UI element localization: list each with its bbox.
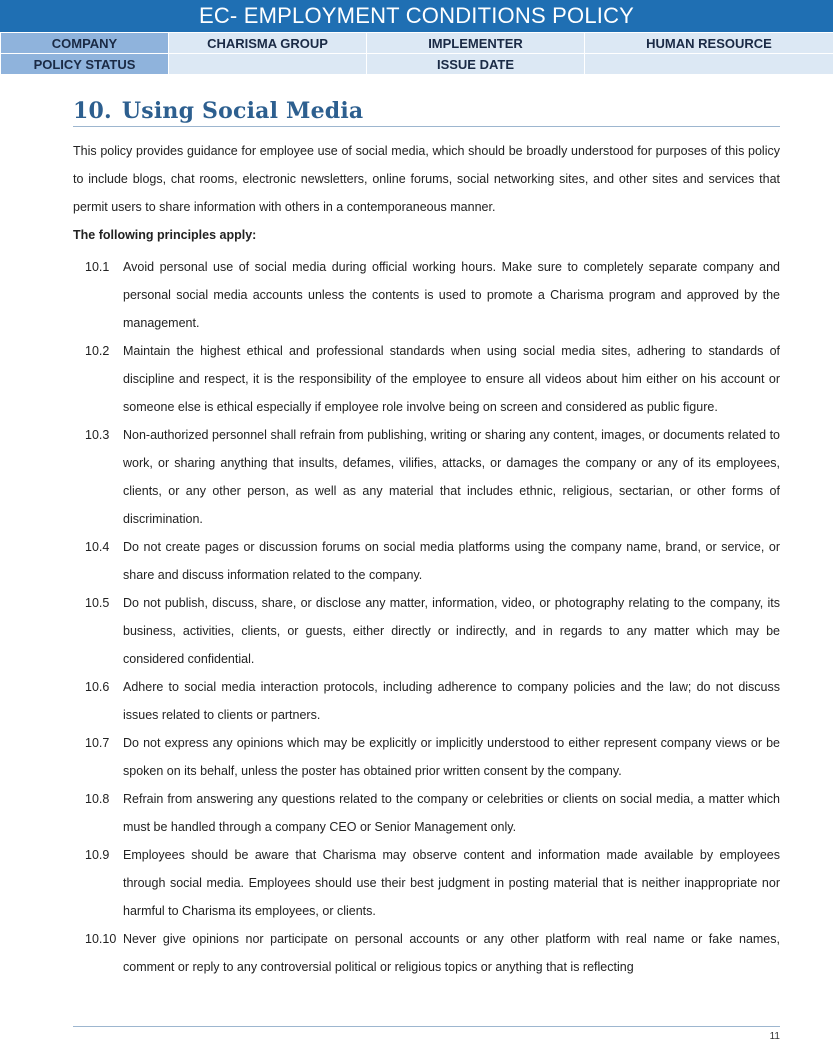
policy-item <box>73 785 780 841</box>
document-body <box>73 98 780 981</box>
item-text: Do not express any opinions which may be explicitly or implicitly understood to either represent company views or be spoken on its behalf, unless the poster has obtained prior written consent by the company. <box>123 736 780 778</box>
issue-date-label: ISSUE DATE <box>367 54 585 75</box>
item-number: 10.3 <box>85 428 110 442</box>
item-number: 10.8 <box>85 792 110 806</box>
page-number: 11 <box>769 1031 780 1042</box>
policy-status-label: POLICY STATUS <box>1 54 169 75</box>
item-text: Never give opinions nor participate on personal accounts or any other platform with real name or fake names, comment or reply to any controversial political or religious topics or anything that is reflecting <box>123 932 780 974</box>
item-number: 10.6 <box>85 680 110 694</box>
item-text: Non-authorized personnel shall refrain from publishing, writing or sharing any content, images, or documents related to work, or sharing anything that insults, defames, vilifies, attacks, or damages the company or any of its employees, clients, or any other person, as well as any material that includes ethnic, religious, sectarian, or other forms of discrimination. <box>123 428 780 526</box>
company-value: CHARISMA GROUP <box>169 33 367 54</box>
item-number: 10.9 <box>85 848 110 862</box>
item-text: Adhere to social media interaction protocols, including adherence to company policies and the law; do not discuss issues related to clients or partners. <box>123 680 780 722</box>
policy-title: EC- EMPLOYMENT CONDITIONS POLICY <box>0 0 833 32</box>
policy-item <box>73 841 780 925</box>
item-text: Maintain the highest ethical and professional standards when using social media sites, adhering to standards of discipline and respect, it is the responsibility of the employee to ensure all videos about him either on his account or someone else is ethical especially if employee role involve being on screen and considered as public figure. <box>123 344 780 414</box>
policy-status-value <box>169 54 367 75</box>
policy-item <box>73 253 780 337</box>
policy-item <box>73 421 780 533</box>
document-header <box>0 0 833 75</box>
item-text: Do not create pages or discussion forums on social media platforms using the company name, brand, or service, or share and discuss information related to the company. <box>123 540 780 582</box>
policy-item <box>73 337 780 421</box>
item-number: 10.1 <box>85 260 110 274</box>
issue-date-value <box>585 54 833 75</box>
principles-heading: The following principles apply: <box>73 228 257 242</box>
section-title: Using Social Media <box>121 98 364 124</box>
intro-paragraph: This policy provides guidance for employee use of social media, which should be broadly understood for purposes of this policy to include blogs, chat rooms, electronic newsletters, online forums, social networking sites, and other sites and services that permit users to share information with others in a contemporaneous manner. <box>73 144 780 214</box>
implementer-label: IMPLEMENTER <box>367 33 585 54</box>
section-heading <box>73 98 780 127</box>
page-footer <box>73 1026 780 1042</box>
item-number: 10.4 <box>85 540 110 554</box>
section-number: 10. <box>73 98 112 124</box>
item-text: Refrain from answering any questions related to the company or celebrities or clients on social media, a matter which must be handled through a company CEO or Senior Management only. <box>123 792 780 834</box>
policy-item <box>73 729 780 785</box>
item-number: 10.5 <box>85 596 110 610</box>
company-label: COMPANY <box>1 33 169 54</box>
policy-item <box>73 533 780 589</box>
item-text: Do not publish, discuss, share, or disclose any matter, information, video, or photography relating to the company, its business, activities, clients, or guests, either directly or indirectly, and in regards to any matter which may be considered confidential. <box>123 596 780 666</box>
item-number: 10.7 <box>85 736 110 750</box>
policy-item <box>73 925 780 981</box>
item-text: Avoid personal use of social media during official working hours. Make sure to completely separate company and personal social media accounts unless the contents is used to promote a Charisma program and approved by the management. <box>123 260 780 330</box>
policy-meta-table <box>0 32 833 75</box>
item-text: Employees should be aware that Charisma may observe content and information made available by employees through social media. Employees should use their best judgment in posting material that is neither inappropriate nor harmful to Charisma its employees, or clients. <box>123 848 780 918</box>
item-number: 10.10 <box>85 932 117 946</box>
policy-item <box>73 589 780 673</box>
item-number: 10.2 <box>85 344 110 358</box>
policy-item <box>73 673 780 729</box>
implementer-value: HUMAN RESOURCE <box>585 33 833 54</box>
